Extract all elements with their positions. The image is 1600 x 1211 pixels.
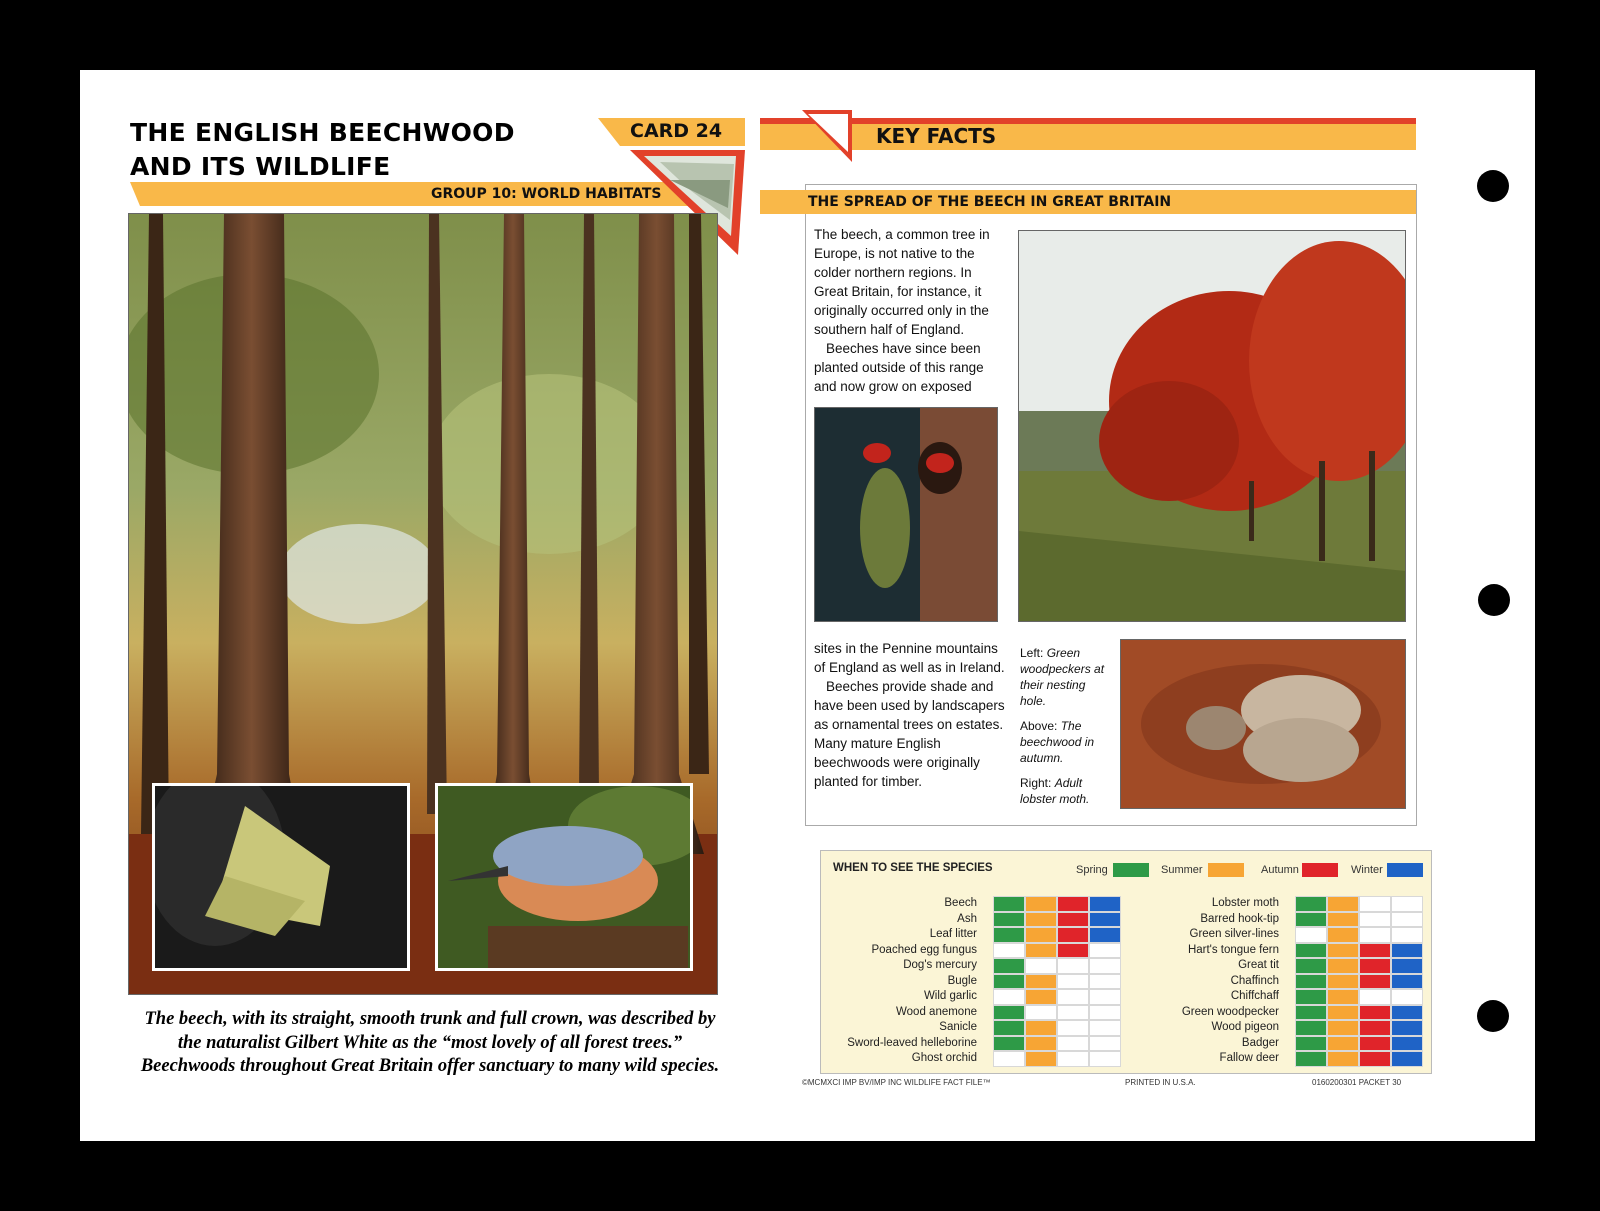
legend-spring-label: Spring [1076, 864, 1108, 876]
species-row [1295, 1036, 1423, 1052]
season-cell-summer [1327, 974, 1359, 990]
season-cell-autumn [1359, 896, 1391, 912]
species-label: Dog's mercury [903, 959, 977, 971]
species-label: Poached egg fungus [871, 943, 977, 956]
species-row [1295, 1051, 1423, 1067]
season-cell-summer [1327, 912, 1359, 928]
season-cell-summer [1327, 1020, 1359, 1036]
autumn-beechwood-photo [1018, 230, 1406, 622]
season-cell-spring [993, 1020, 1025, 1036]
caption-above: Above: The beechwood in autumn. [1020, 719, 1095, 765]
species-label: Hart's tongue fern [1187, 943, 1279, 956]
season-cell-autumn [1359, 1020, 1391, 1036]
species-label: Wood anemone [896, 1005, 977, 1018]
season-cell-spring [993, 1036, 1025, 1052]
legend-autumn-label: Autumn [1261, 864, 1299, 876]
card-title [130, 116, 515, 184]
group-label: GROUP 10: WORLD HABITATS [431, 186, 662, 202]
species-row [1295, 927, 1423, 943]
right-species-labels [1029, 896, 1279, 1067]
season-cell-spring [1295, 927, 1327, 943]
season-cell-spring [993, 989, 1025, 1005]
season-cell-autumn [1359, 912, 1391, 928]
title-line-2: AND ITS WILDLIFE [130, 152, 391, 181]
species-label: Chaffinch [1230, 974, 1279, 987]
paragraph-2: Beeches have since been planted outside of this range and now grow on exposed [814, 341, 984, 394]
species-row [1295, 943, 1423, 959]
season-cell-spring [1295, 958, 1327, 974]
legend-winter-label: Winter [1351, 864, 1383, 876]
species-label: Lobster moth [1211, 897, 1279, 909]
legend-summer-swatch [1208, 863, 1244, 877]
species-label: Chiffchaff [1230, 990, 1279, 1002]
species-label: Fallow deer [1219, 1052, 1279, 1064]
packet-code: 0160200301 PACKET 30 [1312, 1078, 1402, 1087]
season-cell-spring [1295, 974, 1327, 990]
season-cell-summer [1327, 989, 1359, 1005]
nuthatch-photo [435, 783, 693, 971]
species-label: Sword-leaved helleborine [847, 1036, 977, 1049]
season-cell-autumn [1359, 1051, 1391, 1067]
season-cell-spring [1295, 943, 1327, 959]
season-cell-spring [993, 958, 1025, 974]
species-row [1295, 958, 1423, 974]
season-cell-spring [993, 896, 1025, 912]
species-row [1295, 1020, 1423, 1036]
season-cell-spring [993, 1051, 1025, 1067]
species-row [1295, 912, 1423, 928]
season-cell-spring [993, 912, 1025, 928]
season-cell-winter [1391, 927, 1423, 943]
season-cell-spring [1295, 1036, 1327, 1052]
caption-right: Right: Adult lobster moth. [1020, 776, 1090, 806]
species-row [1295, 896, 1423, 912]
season-cell-summer [1327, 943, 1359, 959]
season-cell-winter [1391, 958, 1423, 974]
species-label: Great tit [1238, 959, 1279, 971]
season-cell-spring [993, 927, 1025, 943]
lobster-moth-photo [1120, 639, 1406, 809]
species-label: Ghost orchid [911, 1052, 977, 1064]
legend-summer-label: Summer [1161, 864, 1203, 876]
chart-title: WHEN TO SEE THE SPECIES [833, 862, 993, 874]
species-label: Badger [1241, 1036, 1279, 1049]
right-species-grid [1295, 896, 1423, 1067]
season-cell-spring [993, 974, 1025, 990]
season-cell-winter [1391, 989, 1423, 1005]
season-cell-spring [1295, 1020, 1327, 1036]
species-season-chart [820, 850, 1432, 1074]
season-cell-autumn [1359, 1005, 1391, 1021]
paragraph-4: Beeches provide shade and have been used by landscapers as ornamental trees on estates. Many mature English beechwoods were originally planted for timber. [814, 679, 1005, 789]
legend-spring-swatch [1113, 863, 1149, 877]
species-label: Wild garlic [923, 990, 977, 1002]
season-cell-spring [1295, 912, 1327, 928]
season-cell-winter [1391, 974, 1423, 990]
title-line-1: THE ENGLISH BEECHWOOD [130, 118, 515, 147]
season-cell-winter [1391, 1051, 1423, 1067]
species-label: Green woodpecker [1181, 1005, 1279, 1018]
season-cell-winter [1391, 912, 1423, 928]
season-cell-spring [1295, 1005, 1327, 1021]
legend-winter-swatch [1387, 863, 1423, 877]
species-row [1295, 989, 1423, 1005]
season-cell-summer [1327, 896, 1359, 912]
species-row [1295, 1005, 1423, 1021]
species-label: Beech [944, 897, 977, 909]
season-cell-summer [1327, 958, 1359, 974]
season-cell-autumn [1359, 943, 1391, 959]
season-cell-winter [1391, 1005, 1423, 1021]
paragraph-3: sites in the Pennine mountains of England as well as in Ireland. [814, 641, 1005, 675]
species-label: Sanicle [939, 1021, 977, 1033]
binder-hole [1477, 1000, 1509, 1032]
species-row [1295, 974, 1423, 990]
fact-card [80, 70, 1535, 1141]
season-cell-winter [1391, 1036, 1423, 1052]
species-label: Barred hook-tip [1200, 912, 1279, 925]
season-cell-autumn [1359, 989, 1391, 1005]
season-cell-autumn [1359, 974, 1391, 990]
season-cell-winter [1391, 896, 1423, 912]
season-cell-autumn [1359, 958, 1391, 974]
season-cell-summer [1327, 1051, 1359, 1067]
moth-photo [152, 783, 410, 971]
paragraph-1: The beech, a common tree in Europe, is not native to the colder northern regions. In Great Britain, for instance, it originally occurred only in the southern half of England. [814, 227, 990, 337]
species-label: Ash [957, 912, 977, 925]
binder-hole [1478, 584, 1510, 616]
season-cell-spring [993, 1005, 1025, 1021]
season-cell-winter [1391, 943, 1423, 959]
printed-line: PRINTED IN U.S.A. [1125, 1078, 1196, 1087]
season-cell-autumn [1359, 927, 1391, 943]
season-cell-summer [1327, 927, 1359, 943]
season-cell-spring [1295, 1051, 1327, 1067]
season-cell-winter [1391, 1020, 1423, 1036]
woodpecker-photo [814, 407, 998, 622]
card-number: CARD 24 [630, 120, 723, 142]
caption-left: Left: Green woodpeckers at their nesting hole. [1020, 646, 1105, 708]
legend-autumn-swatch [1302, 863, 1338, 877]
copyright-line: ©MCMXCI IMP BV/IMP INC WILDLIFE FACT FILE™ [802, 1078, 991, 1087]
main-caption: The beech, with its straight, smooth trunk and full crown, was described by the naturalist Gilbert White as the “most lovely of all forest trees.” Beechwoods throughout Great Britain offer sanctuary to many wild species. [140, 1009, 720, 1076]
species-label: Green silver-lines [1189, 928, 1279, 940]
season-cell-summer [1327, 1005, 1359, 1021]
species-label: Wood pigeon [1211, 1021, 1279, 1033]
species-label: Leaf litter [929, 928, 977, 940]
season-cell-spring [993, 943, 1025, 959]
left-species-labels [727, 896, 977, 1067]
photo-captions [1020, 645, 1106, 816]
intro-text [814, 225, 1006, 396]
season-cell-autumn [1359, 1036, 1391, 1052]
key-facts-heading: KEY FACTS [876, 124, 997, 148]
continued-text [814, 639, 1006, 791]
season-cell-spring [1295, 896, 1327, 912]
species-label: Bugle [947, 974, 977, 987]
section-heading: THE SPREAD OF THE BEECH IN GREAT BRITAIN [808, 194, 1172, 210]
season-cell-summer [1327, 1036, 1359, 1052]
season-cell-spring [1295, 989, 1327, 1005]
binder-hole [1477, 170, 1509, 202]
